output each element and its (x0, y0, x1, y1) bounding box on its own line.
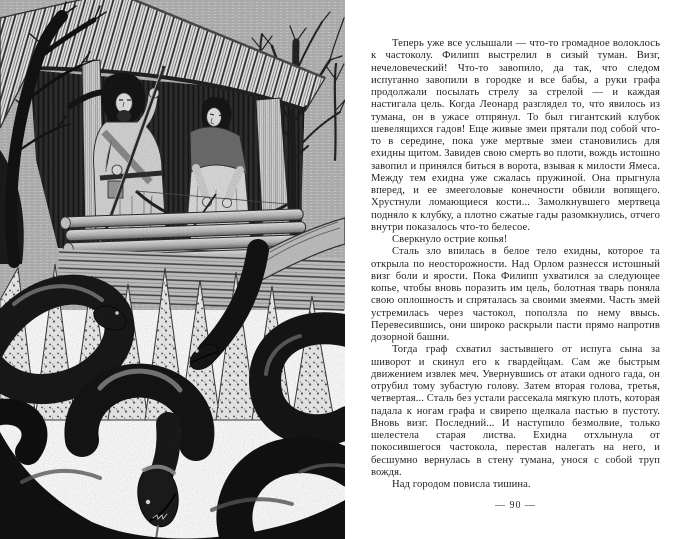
story-paragraph: Сталь зло впилась в белое тело ехидны, которое та открыла по неосторожности. Над Орлом разнесся истошный визг боли и ярости. Пока Филипп ухватился за следующее копье, чтобы вновь поразить им цель, болотная тварь поняла свою оплошность и спряталась за своими змеями. Часть змей устремилась через частокол, поползла по нему ввысь. Перевесившись, они широко раскрыли пасти прямо напротив дозорной башни. (371, 246, 660, 343)
story-paragraph: Сверкнуло острие копья! (392, 234, 508, 245)
story-text-column (371, 38, 660, 491)
story-paragraph: Тогда граф схватил застывшего от испуга сына за шиворот и скинул его к гвардейцам. Сам же быстрым движением извлек меч. Увернувшись от атаки одного гада, он отрубил тому зубастую голову. Затем вторая голова, третья, четвертая... Сталь без устали рассекала мягкую плоть, которая падала к ногам графа и свирепо щелкала пастью в пустоту. Вновь визг. Последний... И наступило безмолвие, только шелестела старая листва. Ехидна отхлынула от покосившегося частокола, перестав налегать на него, и бесшумно вернулась в стену тумана, унося с собой труп вождя. (371, 344, 660, 478)
story-paragraph: Над городом повисла тишина. (392, 479, 531, 490)
page-number: — 90 — (495, 500, 536, 511)
story-paragraph: Теперь уже все услышали — что-то громадное волоклось к частоколу. Филипп выстрелил в сизый туман. Визг, нечеловеческий! Что-то завопило, да так, что следом испуганно завопили в городке и все бабы, а руки графа продолжали посылать стрелу за стрелой — и каждая настигала цель. Когда Леонард разглядел то, что явилось из тумана, он в ужасе отпрянул. То был гигантский клубок шевелящихся гадов! Еще живые змеи прятали под собой что-то в середине, пока уже мертвые змеи становились для ехидны щитом. Завидев свою смерть во плоти, вождь истошно завопил и принялся биться в ворота, взывая к милости Ямеса. Между тем ехидна уже сжалась пружиной. Она прыгнула вперед, и ее змееголовые конечности обвили вопящего. Хрустнули ломающиеся кости... Замолкнувшего мертвеца подняло к клубку, а плотно сжатые гады разомкнулись, отчего внутри показалось что-то белесое. (371, 38, 660, 233)
